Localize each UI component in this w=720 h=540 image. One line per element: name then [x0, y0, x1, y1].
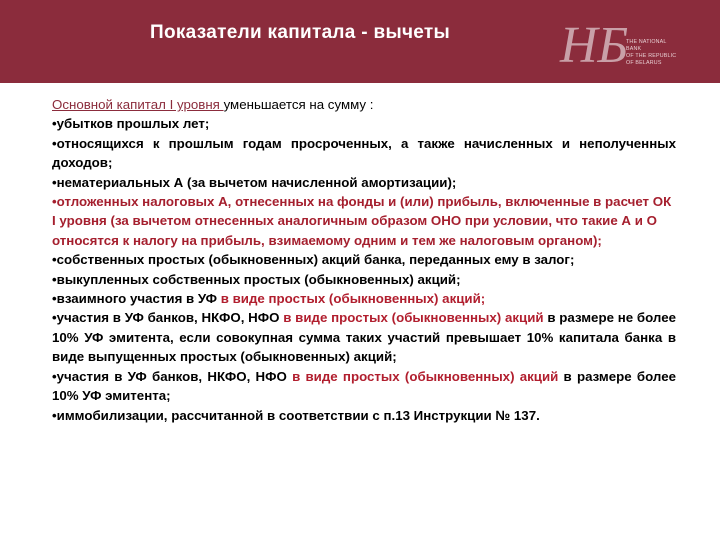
- bank-name: [626, 39, 676, 67]
- lead-heading: Основной капитал I уровня: [52, 97, 224, 112]
- list-item: •иммобилизации, рассчитанной в соответствии с п.13 Инструкции № 137.: [52, 407, 540, 423]
- bank-name-line: OF THE REPUBLIC: [626, 53, 677, 59]
- list-item-text: в размере более 10% УФ эмитента;: [52, 368, 676, 404]
- list-item: •убытков прошлых лет;: [52, 116, 210, 132]
- slide-body: [52, 95, 676, 425]
- lead-text: уменьшается на сумму :: [223, 97, 374, 112]
- bank-name-line: OF BELARUS: [626, 60, 662, 66]
- list-item: [52, 367, 676, 406]
- bank-name-line: BANK: [626, 46, 642, 52]
- list-item: •собственных простых (обыкновенных) акций банка, переданных ему в залог;: [52, 252, 575, 268]
- list-item-highlight: в виде простых (обыкновенных) акций: [286, 368, 559, 384]
- slide-header: [0, 0, 720, 83]
- lead-line: [52, 95, 676, 114]
- list-item-text: •участия в УФ банков, НКФО, НФО: [52, 368, 287, 384]
- list-item: •отложенных налоговых А, отнесенных на фонды и (или) прибыль, включенные в расчет ОК I уровня (за вычетом отнесенных аналогичным образом ОНО при условии, что такие А и О относятся к налогу на прибыль, взимаемому одним и тем же налоговым органом);: [52, 194, 672, 248]
- list-item-text: •участия в УФ банков, НКФО, НФО: [52, 310, 280, 326]
- list-item-text: в размере не более 10% УФ эмитента, если совокупная сумма таких участий превышает 10% капитала банка в виде выпущенных простых (обыкновенных) акций;: [52, 310, 676, 365]
- logo-monogram: НБ: [560, 17, 629, 74]
- slide-title: Показатели капитала - вычеты: [150, 22, 451, 43]
- list-item: [52, 308, 676, 366]
- list-item: •нематериальных А (за вычетом начисленной амортизации);: [52, 174, 457, 190]
- list-item: •выкупленных собственных простых (обыкновенных) акций;: [52, 271, 461, 287]
- bank-name-line: THE NATIONAL: [626, 39, 667, 45]
- list-item-text: •взаимного участия в УФ: [52, 291, 218, 307]
- list-item: •относящихся к прошлым годам просроченных, а также начисленных и неполученных доходов;: [52, 135, 676, 171]
- list-item-highlight: в виде простых (обыкновенных) акций;: [217, 291, 486, 307]
- list-item-highlight: в виде простых (обыкновенных) акций: [279, 310, 544, 326]
- list-item: [52, 289, 676, 308]
